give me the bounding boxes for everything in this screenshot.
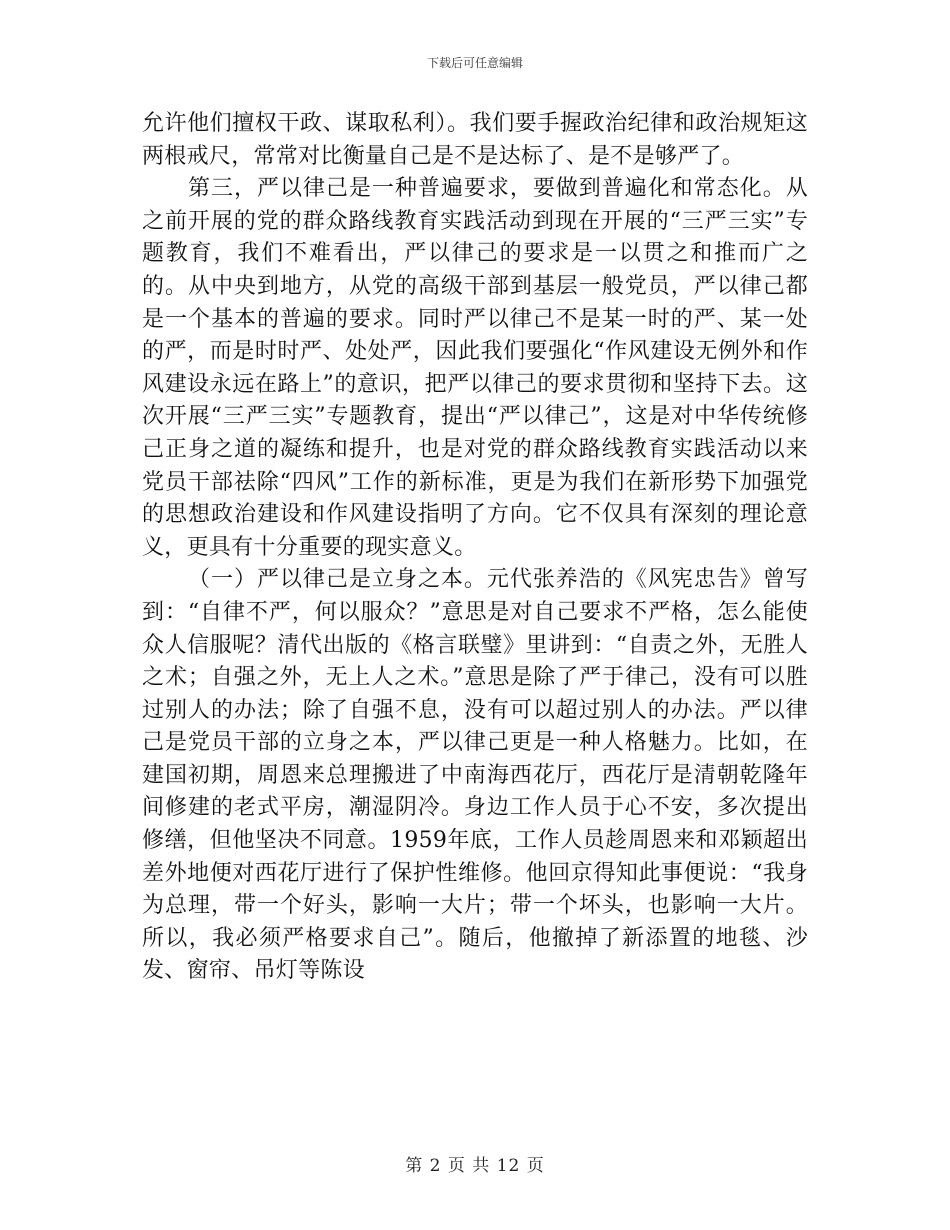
paragraph-2: 第三，严以律己是一种普遍要求，要做到普遍化和常态化。从之前开展的党的群众路线教育实践活动到现在开展的“三严三实”专题教育，我们不难看出，严以律己的要求是一以贯之和推而广之的。从中央到地方，从党的高级干部到基层一般党员，严以律己都是一个基本的普遍的要求。同时严以律己不是某一时的严、某一处的严，而是时时严、处处严，因此我们要强化“作风建设无例外和作风建设永远在路上”的意识，把严以律己的要求贯彻和坚持下去。这次开展“三严三实”专题教育，提出“严以律己”，这是对中华传统修己正身之道的凝练和提升，也是对党的群众路线教育实践活动以来党员干部祛除“四风”工作的新标准，更是为我们在新形势下加强党的思想政治建设和作风建设指明了方向。它不仅具有深刻的理论意义，更具有十分重要的现实意义。 [142, 176, 808, 560]
page-footer: 第 2 页 共 12 页 [405, 1156, 545, 1176]
paragraph-1: 允许他们擅权干政、谋取私利）。我们要手握政治纪律和政治规矩这两根戒尺，常常对比衡量自己是不是达标了、是不是够严了。 [142, 111, 808, 169]
paragraph-3: （一）严以律己是立身之本。元代张养浩的《风宪忠告》曾写到：“自律不严，何以服众？”意思是对自己要求不严格，怎么能使众人信服呢？清代出版的《格言联璧》里讲到：“自责之外，无胜人之术；自强之外，无上人之术。”意思是除了严于律己，没有可以胜过别人的办法；除了自强不息，没有可以超过别人的办法。严以律己是党员干部的立身之本，严以律己更是一种人格魅力。比如，在建国初期，周恩来总理搬进了中南海西花厅，西花厅是清朝乾隆年间修建的老式平房，潮湿阴冷。身边工作人员于心不安，多次提出修缮，但他坚决不同意。1959年底，工作人员趁周恩来和邓颖超出差外地便对西花厅进行了保护性维修。他回京得知此事便说：“我身为总理，带一个好头，影响一大片；带一个坏头，也影响一大片。所以，我必须严格要求自己”。随后，他撤掉了新添置的地毯、沙发、窗帘、吊灯等陈设 [142, 567, 808, 984]
page-header: 下载后可任意编辑 [426, 56, 523, 70]
document-body [142, 108, 808, 988]
